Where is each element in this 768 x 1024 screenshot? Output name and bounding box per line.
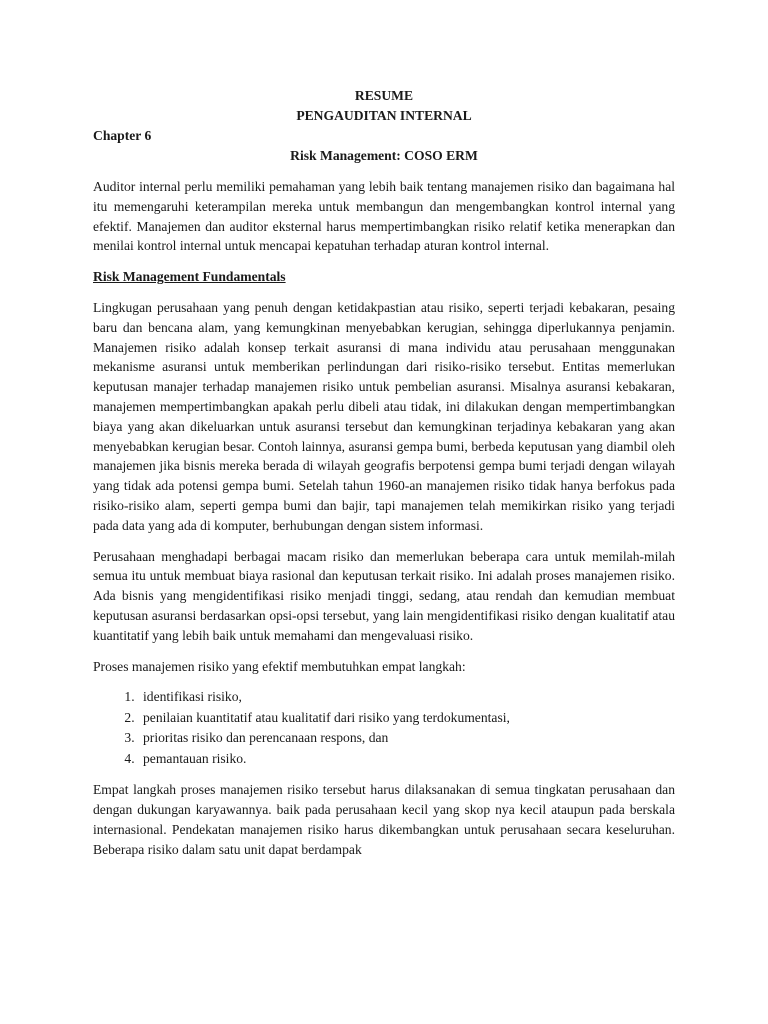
steps-list bbox=[93, 687, 675, 769]
paragraph-3: Proses manajemen risiko yang efektif membutuhkan empat langkah: bbox=[93, 658, 466, 674]
paragraph-4: Empat langkah proses manajemen risiko tersebut harus dilaksanakan di semua tingkatan perusahaan dan dengan dukungan karyawannya. baik pada perusahaan kecil yang skop nya kecil ataupun pada berskala internasional. Pendekatan manajemen risiko harus dikembangkan untuk perusahaan secara keseluruhan. Beberapa risiko dalam satu unit dapat berdampak bbox=[93, 782, 675, 857]
list-item: 1. identifikasi risiko, bbox=[138, 687, 675, 708]
list-item: 2. penilaian kuantitatif atau kualitatif dari risiko yang terdokumentasi, bbox=[138, 708, 675, 729]
chapter-subtitle: Risk Management: COSO ERM bbox=[290, 148, 478, 163]
list-item: 3. prioritas risiko dan perencanaan respons, dan bbox=[138, 728, 675, 749]
document-page bbox=[93, 86, 675, 871]
intro-paragraph: Auditor internal perlu memiliki pemahaman yang lebih baik tentang manajemen risiko dan bagaimana hal itu memengaruhi keterampilan mereka untuk membangun dan mengembangkan kontrol internal yang efektif. Manajemen dan auditor eksternal harus mempertimbangkan risiko relatif ketika menerapkan dan menilai kontrol internal untuk mencapai kepatuhan terhadap aturan kontrol internal. bbox=[93, 179, 675, 254]
document-title: RESUME bbox=[354, 88, 414, 103]
paragraph-1: Lingkugan perusahaan yang penuh dengan ketidakpastian atau risiko, seperti terjadi kebakaran, pesaing baru dan bencana alam, yang kemungkinan menyebabkan kerugian, sehingga diperlukannya penjamin. Manajemen risiko adalah konsep terkait asuransi di mana individu atau perusahaan menggunakan mekanisme asuransi untuk memberikan perlindungan dari risiko-risiko tersebut. Entitas memerlukan keputusan manajer terhadap manajemen risiko untuk pembelian asuransi. Misalnya asuransi kebakaran, manajemen mempertimbangkan apakah perlu dibeli atau tidak, ini dilakukan dengan mempertimbangkan biaya yang akan dikeluarkan untuk asuransi tersebut dan kemungkinan terjadinya kebakaran yang akan menyebabkan kerugian besar. Contoh lainnya, asuransi gempa bumi, berbeda keputusan yang diambil oleh manajemen jika bisnis mereka berada di wilayah geografis berpotensi gempa bumi terjadi dengan wilayah yang tidak ada potensi gempa bumi. Setelah tahun 1960-an manajemen risiko tidak hanya berfokus pada risiko-risiko alam, seperti gempa bumi dan bajir, tapi manajemen telah memikirkan risiko yang terjadi pada data yang ada di komputer, berhubungan dengan sistem informasi. bbox=[93, 299, 675, 533]
chapter-label: Chapter 6 bbox=[93, 128, 152, 143]
document-title-sub: PENGAUDITAN INTERNAL bbox=[296, 108, 472, 123]
list-item: 4. pemantauan risiko. bbox=[138, 749, 675, 770]
paragraph-2: Perusahaan menghadapi berbagai macam risiko dan memerlukan beberapa cara untuk memilah-milah semua itu untuk membuat biaya rasional dan keputusan terkait risiko. Ini adalah proses manajemen risiko. Ada bisnis yang mengidentifikasi risiko menjadi tinggi, sedang, atau rendah dan kemudian membuat keputusan asuransi berdasarkan opsi-opsi tersebut, yang lain mengidentifikasi risiko dengan kualitatif atau kuantitatif yang lebih baik untuk memahami dan mengevaluasi risiko. bbox=[93, 548, 675, 643]
section-heading: Risk Management Fundamentals bbox=[93, 269, 286, 285]
